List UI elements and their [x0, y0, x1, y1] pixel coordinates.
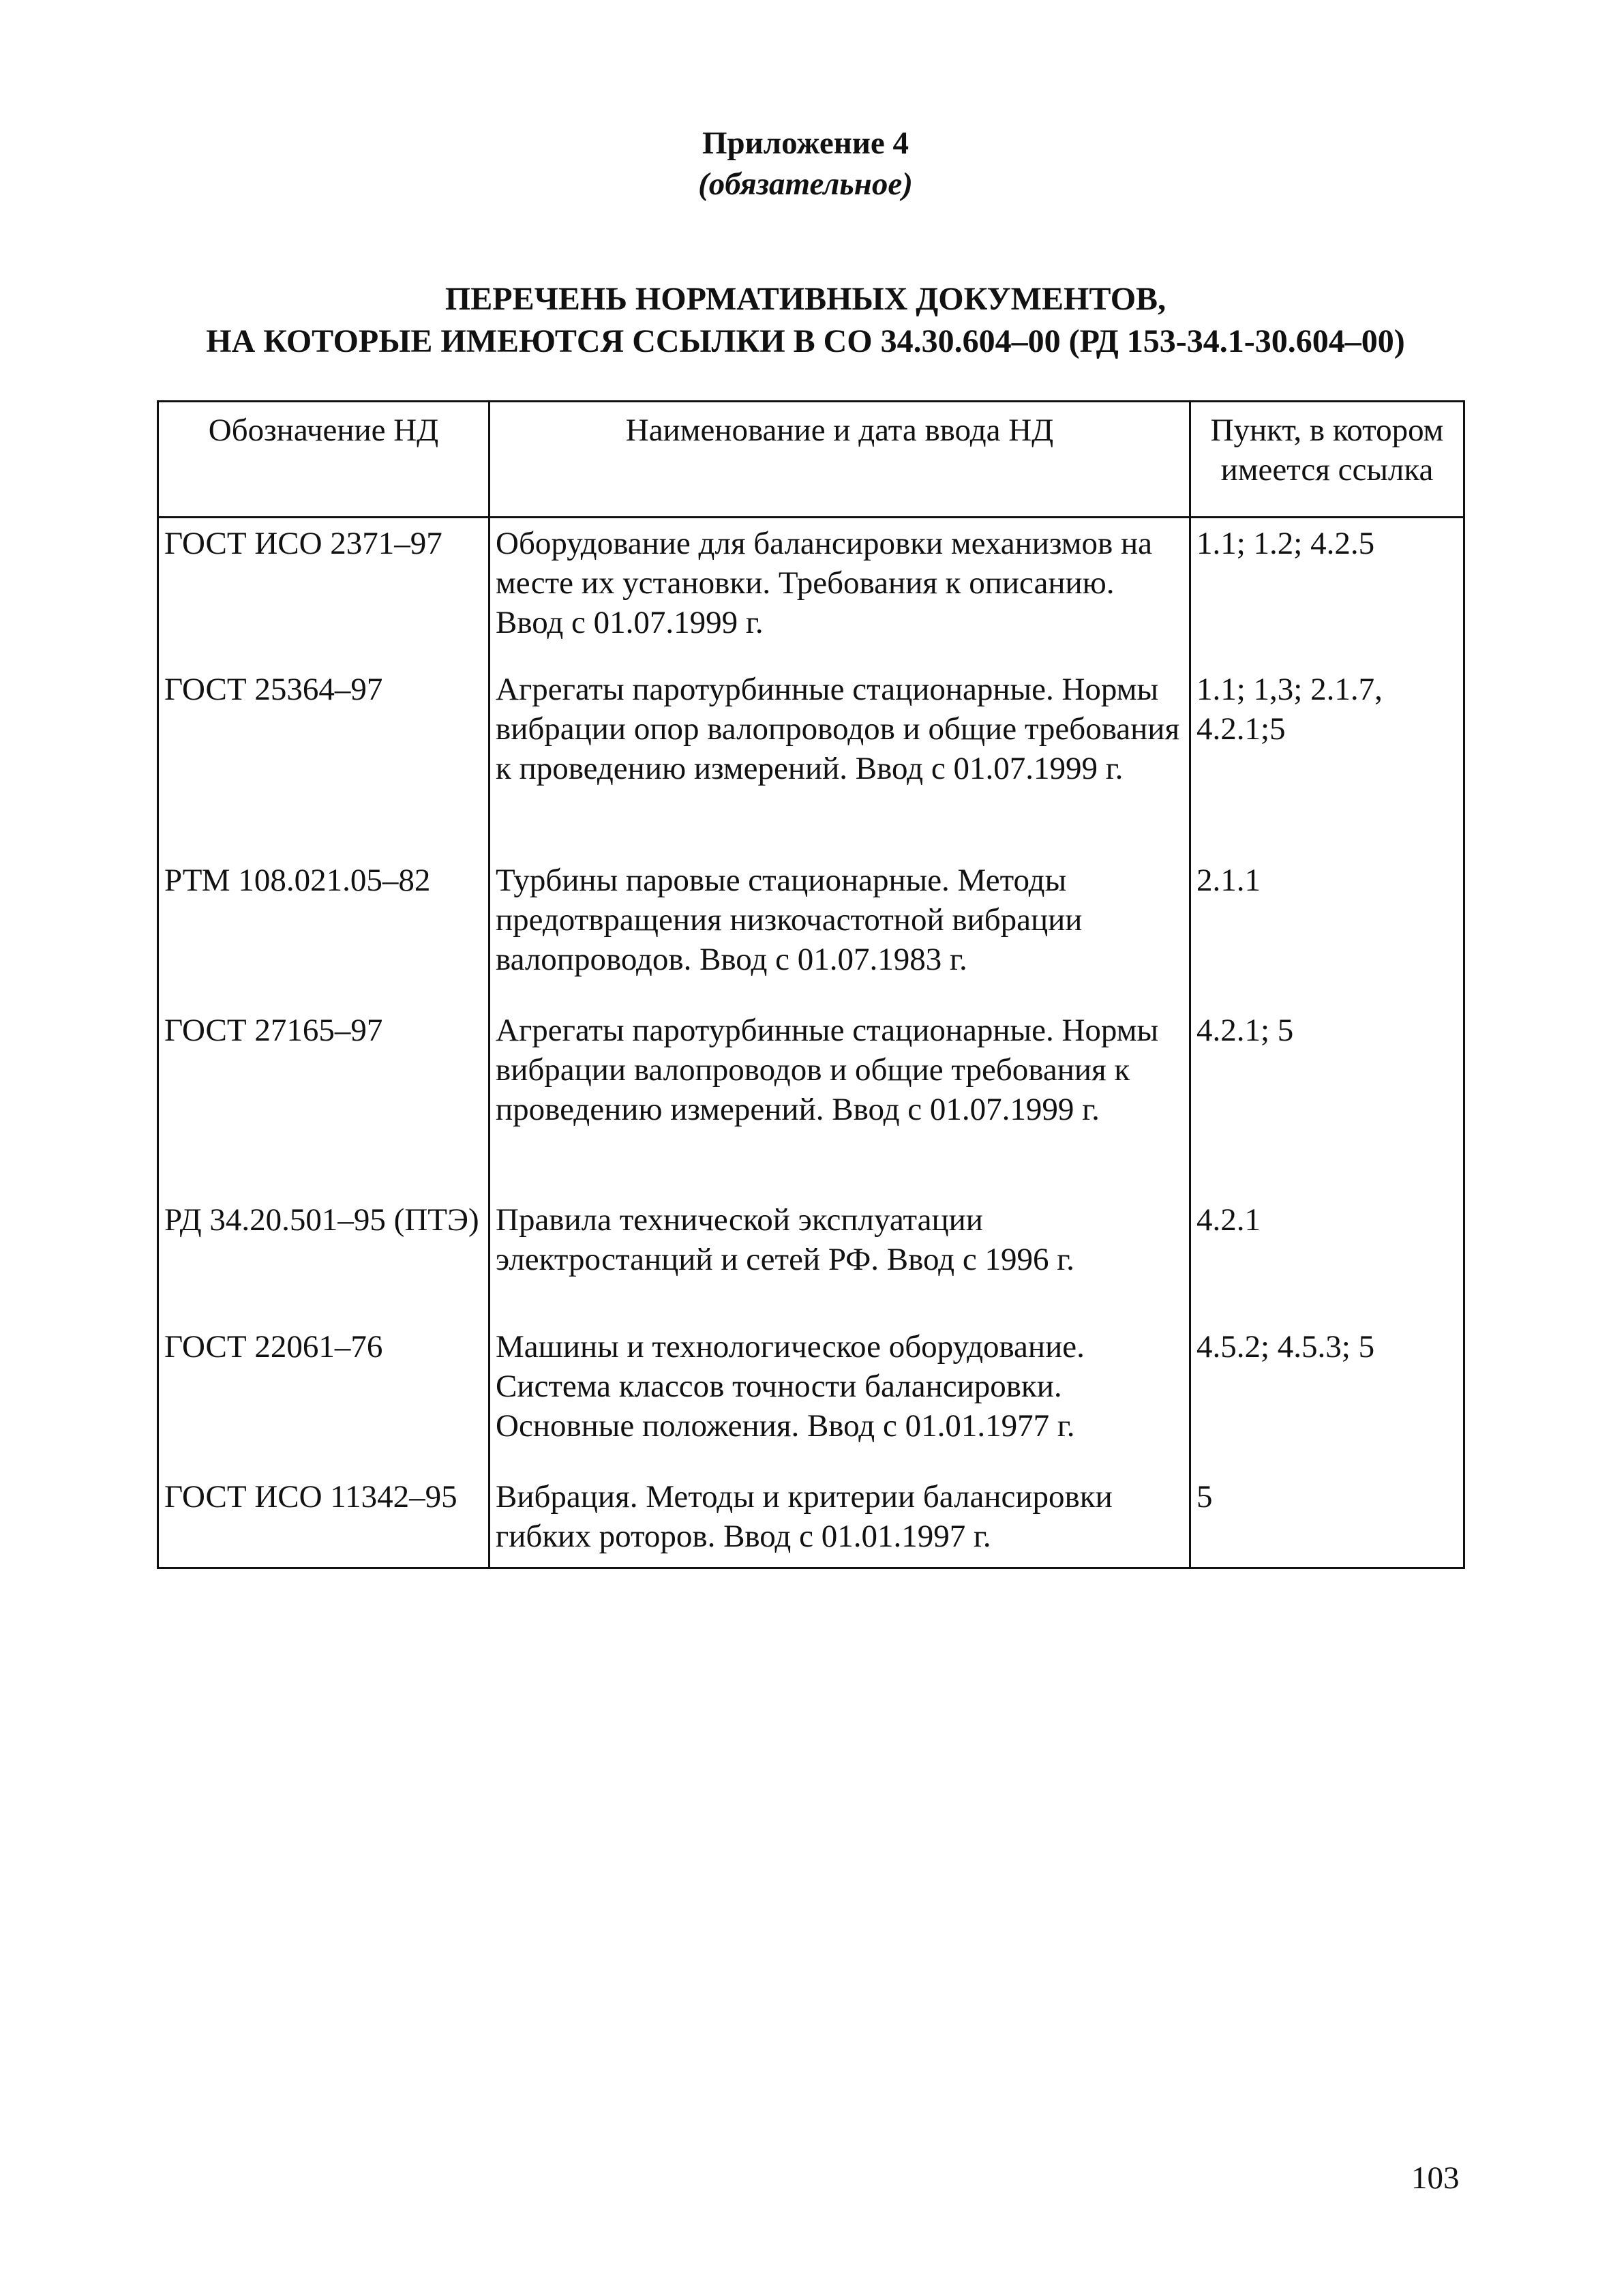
cell-designation: ГОСТ 27165–97 — [158, 1011, 490, 1200]
appendix-subtitle: (обязательное) — [698, 166, 913, 202]
cell-name: Турбины паровые стационарные. Методы предотвращения низкочастотной вибрации валопроводов. Ввод с 01.07.1983 г. — [490, 861, 1190, 1011]
cell-name: Агрегаты паротурбинные стационарные. Нормы вибрации валопроводов и общие требования к проведению измерений. Ввод с 01.07.1999 г. — [490, 1011, 1190, 1200]
cell-designation: РД 34.20.501–95 (ПТЭ) — [158, 1200, 490, 1327]
cell-clause: 1.1; 1.2; 4.2.5 — [1190, 518, 1464, 670]
table-row — [158, 1200, 1464, 1327]
table-row — [158, 1327, 1464, 1477]
cell-clause: 4.2.1 — [1190, 1200, 1464, 1327]
normative-documents-table — [157, 400, 1465, 1569]
table-row — [158, 518, 1464, 670]
table-row — [158, 861, 1464, 1011]
cell-designation: ГОСТ ИСО 11342–95 — [158, 1477, 490, 1568]
cell-designation: ГОСТ 22061–76 — [158, 1327, 490, 1477]
header-clause: Пункт, в котором имеется ссылка — [1190, 402, 1464, 518]
heading-line-2: НА КОТОРЫЕ ИМЕЮТСЯ ССЫЛКИ В СО 34.30.604–00 (РД 153-34.1-30.604–00) — [206, 323, 1405, 359]
cell-name: Машины и технологическое оборудование. Система классов точности балансировки. Основные положения. Ввод с 01.01.1977 г. — [490, 1327, 1190, 1477]
page-number: 103 — [1411, 2160, 1460, 2196]
cell-name: Агрегаты паротурбинные стационарные. Нормы вибрации опор валопроводов и общие требования к проведению измерений. Ввод с 01.07.1999 г. — [490, 670, 1190, 861]
cell-clause: 2.1.1 — [1190, 861, 1464, 1011]
appendix-title: Приложение 4 — [702, 125, 909, 161]
cell-clause: 4.2.1; 5 — [1190, 1011, 1464, 1200]
cell-designation: ГОСТ 25364–97 — [158, 670, 490, 861]
cell-name: Оборудование для балансировки механизмов на месте их установки. Требования к описанию. Ввод с 01.07.1999 г. — [490, 518, 1190, 670]
heading-line-1: ПЕРЕЧЕНЬ НОРМАТИВНЫХ ДОКУМЕНТОВ, — [445, 281, 1166, 317]
header-name: Наименование и дата ввода НД — [490, 402, 1190, 518]
document-heading — [0, 278, 1611, 363]
table-row — [158, 1477, 1464, 1568]
table-row — [158, 1011, 1464, 1200]
cell-designation: ГОСТ ИСО 2371–97 — [158, 518, 490, 670]
header-designation: Обозначение НД — [158, 402, 490, 518]
cell-clause: 1.1; 1,3; 2.1.7, 4.2.1;5 — [1190, 670, 1464, 861]
cell-clause: 4.5.2; 4.5.3; 5 — [1190, 1327, 1464, 1477]
cell-clause: 5 — [1190, 1477, 1464, 1568]
table-header-row — [158, 402, 1464, 518]
table-row — [158, 670, 1464, 861]
cell-name: Правила технической эксплуатации электростанций и сетей РФ. Ввод с 1996 г. — [490, 1200, 1190, 1327]
cell-designation: РТМ 108.021.05–82 — [158, 861, 490, 1011]
cell-name: Вибрация. Методы и критерии балансировки гибких роторов. Ввод с 01.01.1997 г. — [490, 1477, 1190, 1568]
